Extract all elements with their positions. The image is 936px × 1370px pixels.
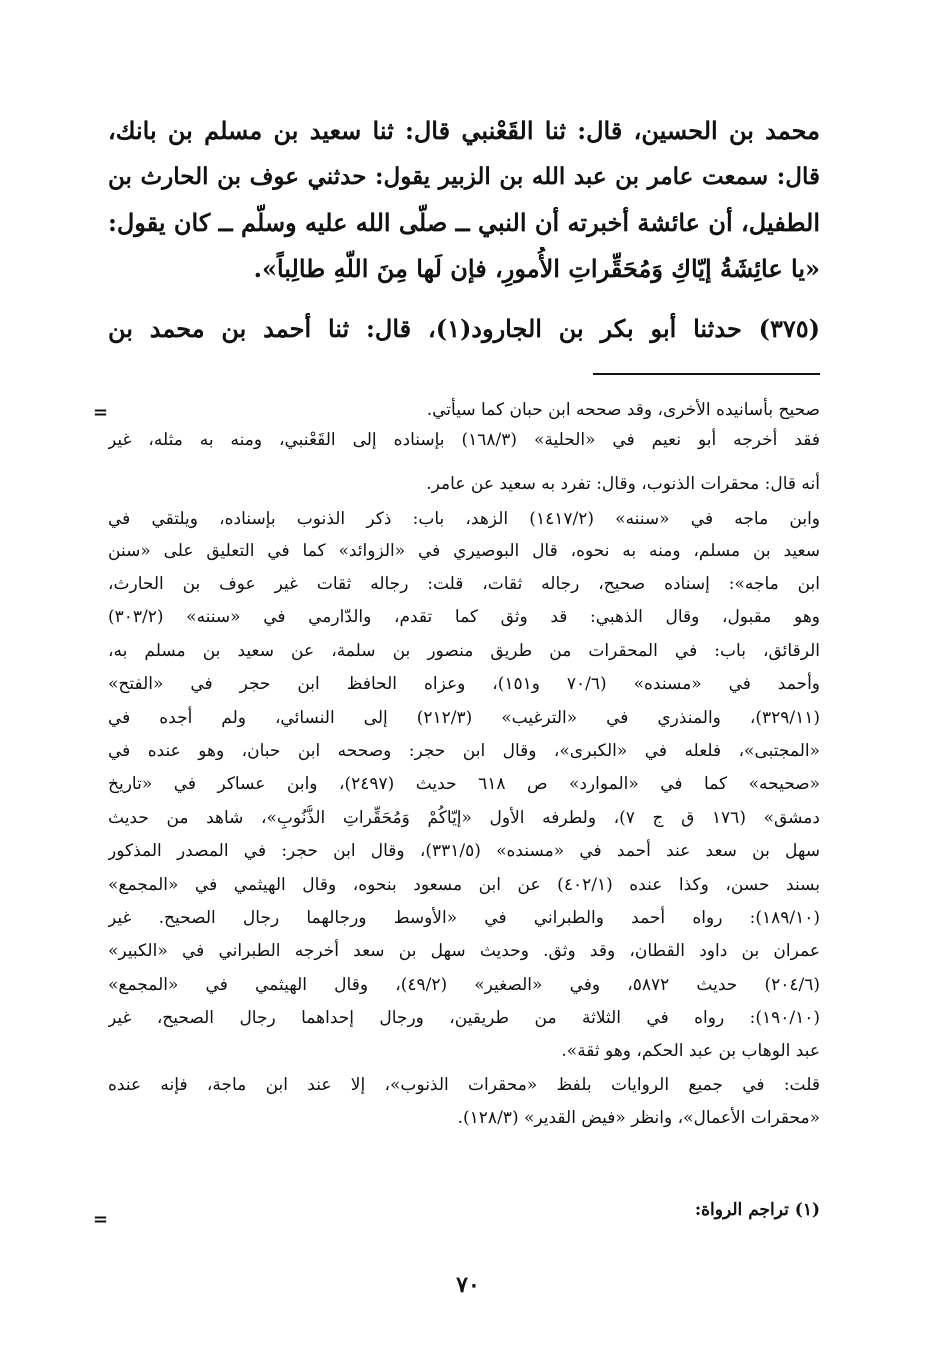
main-text-line: محمد بن الحسين، قال: ثنا القَعْنبي قال: ثنا سعيد بن مسلم بن بانك، <box>108 116 820 145</box>
page-number: ٧٠ <box>456 1272 480 1298</box>
footnote-line: دمشق» (١٧٦ ق ج ٧)، ولطرفه الأول «إيّاكُمْ وَمُحَقِّراتِ الذُّنُوبِ»، شاهد من حديث <box>108 808 820 828</box>
main-text-line: الطفيل، أن عائشة أخبرته أن النبي ــ صلّى الله عليه وسلّم ــ كان يقول: <box>108 208 820 237</box>
footnote-line: صحيح بأسانيده الأخرى، وقد صححه ابن حبان كما سيأتي. <box>426 400 820 420</box>
footnote-separator <box>593 373 820 375</box>
main-text-line: «يا عائِشَةُ إيّاكِ وَمُحَقِّراتِ الأُمورِ، فإن لَها مِنَ اللّهِ طالِباً». <box>253 254 820 283</box>
footnote-line: وهو مقبول، وقال الذهبي: قد وثق كما تقدم، والدّارمي في «سننه» (٣٠٣/٢) <box>108 607 820 627</box>
footnote-line: ابن ماجه»: إسناده صحيح، رجاله ثقات، قلت: رجاله ثقات غير عوف بن الحارث، <box>108 574 820 594</box>
footnote-line: فقد أخرجه أبو نعيم في «الحلية» (١٦٨/٣) بإسناده إلى القَعْنبي، ومنه به مثله، غير <box>108 430 820 450</box>
footnote-line: «صحيحه» كما في «الموارد» ص ٦١٨ حديث (٢٤٩٧)، وابن عساكر في «تاريخ <box>108 774 820 794</box>
footnote-line: «المجتبى»، فلعله في «الكبرى»، وقال ابن حجر: وصححه ابن حبان، وهو عنده في <box>108 741 820 761</box>
footnote-line: «محقرات الأعمال»، وانظر «فيض القدير» (١٢٨/٣). <box>457 1108 820 1128</box>
main-text-line: قال: سمعت عامر بن عبد الله بن الزبير يقول: حدثني عوف بن الحارث بن <box>108 163 820 190</box>
hadith-375-line: (٣٧٥) حدثنا أبو بكر بن الجارود(١)، قال: ثنا أحمد بن محمد بن <box>108 314 820 343</box>
footnote-line: الرقائق، باب: في المحقرات من طريق منصور بن سلمة، عن سعيد بن مسلم به، <box>108 641 820 661</box>
footnote-line: قلت: في جميع الروايات بلفظ «محقرات الذنوب»، إلا عند ابن ماجة، فإنه عنده <box>108 1075 820 1095</box>
footnote-line: سعيد بن مسلم، ومنه به نحوه، قال البوصيري في «الزوائد» كما في التعليق على «سنن <box>108 541 820 561</box>
footnote-line: وابن ماجه في «سننه» (١٤١٧/٢) الزهد، باب: ذكر الذنوب بإسناده، ويلتقي في <box>108 509 820 529</box>
footnote-line: بسند حسن، وكذا عنده (٤٠٢/١) عن ابن مسعود بنحوه، وقال الهيثمي في «المجمع» <box>108 875 820 895</box>
footnote-1-narrators: (١) تراجم الرواة: <box>694 1200 820 1220</box>
footnote-line: (٣٢٩/١١)، والمنذري في «الترغيب» (٢١٢/٣) إلى النسائي، ولم أجده في <box>108 708 820 728</box>
continuation-mark-bottom: = <box>93 1209 109 1230</box>
footnote-line: (٢٠٤/٦) حديث ٥٨٧٢، وفي «الصغير» (٤٩/٢)، وقال الهيثمي في «المجمع» <box>108 975 820 995</box>
footnote-line: سهل بن سعد عند أحمد في «مسنده» (٣٣١/٥)، وقال ابن حجر: في المصدر المذكور <box>108 841 820 861</box>
footnote-line: (١٨٩/١٠): رواه أحمد والطبراني في «الأوسط ورجالهما رجال الصحيح. غير <box>108 908 820 928</box>
footnote-line: عبد الوهاب بن عبد الحكم، وهو ثقة». <box>561 1041 820 1061</box>
footnote-line: وأحمد في «مسنده» (٧٠/٦ و١٥١)، وعزاه الحافظ ابن حجر في «الفتح» <box>108 674 820 694</box>
footnote-line: (١٩٠/١٠): رواه في الثلاثة من طريقين، ورجال إحداهما رجال الصحيح، غير <box>108 1008 820 1028</box>
footnote-line: أنه قال: محقرات الذنوب، وقال: تفرد به سعيد عن عامر. <box>426 474 820 494</box>
continuation-mark-top: = <box>93 402 109 423</box>
footnote-line: عمران بن داود القطان، وقد وثق. وحديث سهل بن سعد أخرجه الطبراني في «الكبير» <box>108 941 820 961</box>
